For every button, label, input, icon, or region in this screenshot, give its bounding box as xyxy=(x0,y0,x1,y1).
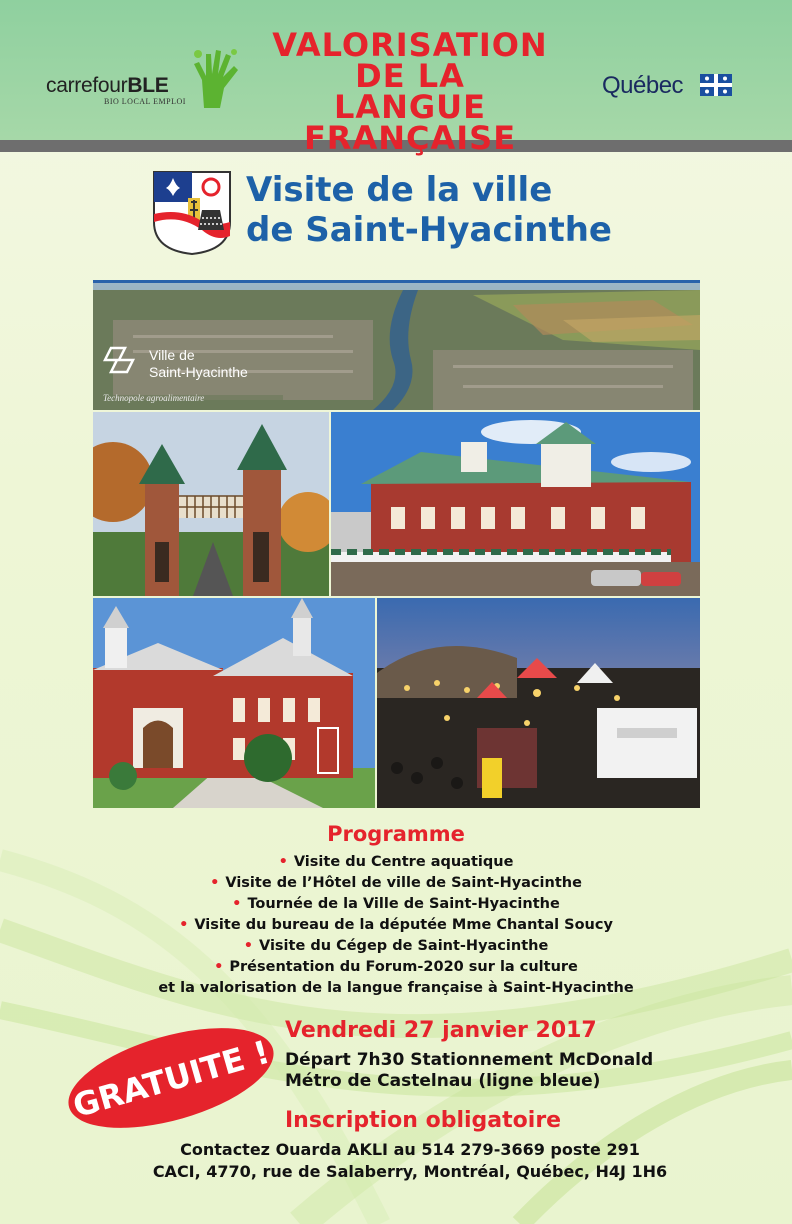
event-date: Vendredi 27 janvier 2017 xyxy=(285,1018,597,1043)
quebec-flag-icon xyxy=(700,74,732,96)
photo-collage xyxy=(93,280,700,808)
event-metro: Métro de Castelnau (ligne bleue) xyxy=(285,1071,601,1091)
header-title xyxy=(230,26,590,157)
registration-contact: Contactez Ouarda AKLI au 514 279-3669 poste 291 xyxy=(180,1140,640,1159)
church-photo xyxy=(93,598,375,808)
programme-item: • Visite du Centre aquatique xyxy=(278,854,514,870)
bullet-icon: • xyxy=(232,896,242,912)
main-title-line2: de Saint-Hyacinthe xyxy=(246,210,612,250)
main-title xyxy=(246,170,706,250)
ville-logo-line1: Ville de xyxy=(149,347,195,363)
programme-item: • Visite du Cégep de Saint-Hyacinthe xyxy=(243,938,549,954)
brand-tagline: BIO LOCAL EMPLOI xyxy=(104,97,186,106)
programme-item: • Présentation du Forum-2020 sur la culture xyxy=(214,959,578,975)
brand-wordmark: carrefourBLE xyxy=(46,74,169,97)
bullet-icon: • xyxy=(179,917,189,933)
ville-logo-line2: Saint-Hyacinthe xyxy=(149,364,248,380)
programme-item-continuation: et la valorisation de la langue française à Saint-Hyacinthe xyxy=(158,980,634,996)
ville-logo-tagline: Technopole agroalimentaire xyxy=(103,393,205,403)
programme-item: • Visite du bureau de la députée Mme Chantal Soucy xyxy=(179,917,613,933)
aerial-photo xyxy=(93,280,700,410)
programme-title: Programme xyxy=(327,822,465,846)
event-departure: Départ 7h30 Stationnement McDonald xyxy=(285,1050,654,1070)
bullet-icon: • xyxy=(243,938,253,954)
bullet-icon: • xyxy=(278,854,288,870)
bullet-icon: • xyxy=(210,875,220,891)
carrefour-ble-logo xyxy=(46,44,236,110)
programme-list xyxy=(96,852,696,999)
header-title-line2: DE LA xyxy=(355,57,465,95)
programme-item: • Visite de l’Hôtel de ville de Saint-Hyacinthe xyxy=(210,875,582,891)
header-title-line1: VALORISATION xyxy=(272,26,548,64)
market-hall-photo xyxy=(331,412,700,596)
arch-gate-photo xyxy=(93,412,329,596)
photo-top-rule xyxy=(93,280,700,283)
main-title-line1: Visite de la ville xyxy=(246,170,553,210)
gratuite-label: GRATUITE ! xyxy=(68,1032,274,1126)
bullet-icon: • xyxy=(214,959,224,975)
quebec-wordmark: Québec xyxy=(602,72,684,99)
gratuite-badge xyxy=(56,1018,286,1138)
night-fair-photo xyxy=(377,598,700,808)
header-title-line3: LANGUE FRANÇAISE xyxy=(303,88,517,157)
programme-section xyxy=(96,822,696,999)
registration-title: Inscription obligatoire xyxy=(285,1108,562,1133)
coat-of-arms-icon xyxy=(150,170,234,256)
registration-address: CACI, 4770, rue de Salaberry, Montréal, Québec, H4J 1H6 xyxy=(152,1162,668,1181)
programme-item: • Tournée de la Ville de Saint-Hyacinthe xyxy=(232,896,560,912)
